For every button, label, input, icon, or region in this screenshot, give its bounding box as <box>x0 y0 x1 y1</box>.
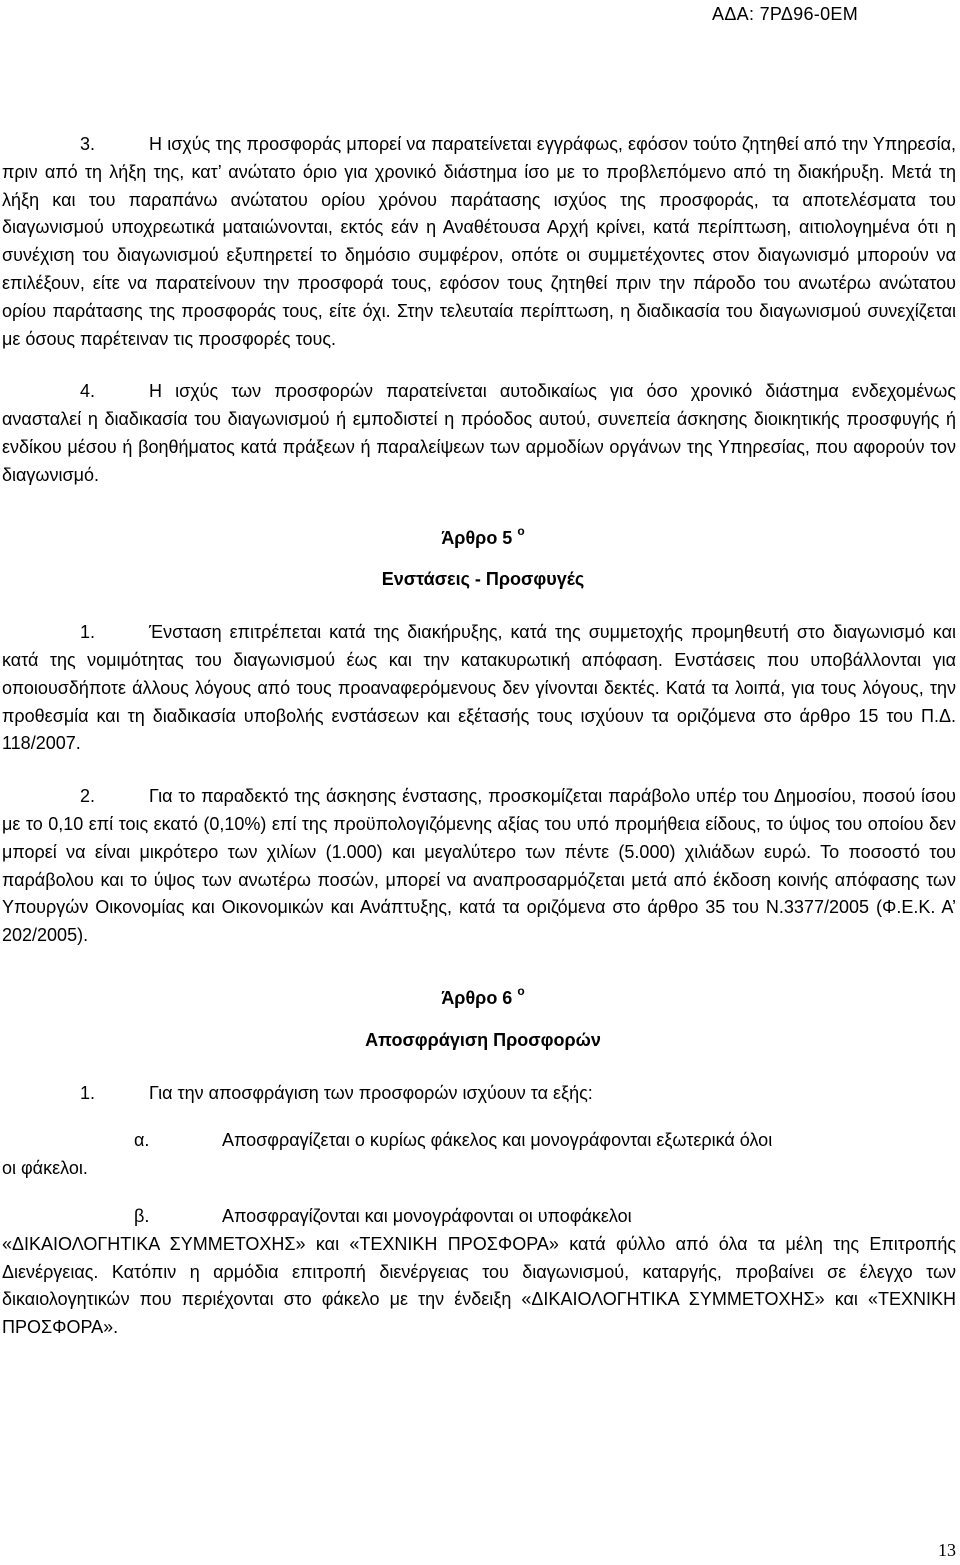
article-6-paragraph-1 <box>2 1080 956 1108</box>
paragraph-text: 1. Ένσταση επιτρέπεται κατά της διακήρυξης, κατά της συμμετοχής προμηθευτή στο διαγωνισμό και κατά της νομιμότητας του διαγωνισμού έως και την κατακυρωτική απόφαση. Ενστάσεις που υποβάλλονται για οποιουσδήποτε άλλους λόγους από τους προαναφερόμενους δεν γίνονται δεκτές. Κατά τα λοιπά, για τους λόγους, την προθεσμία και τη διαδικασία υποβολής ενστάσεων και εξέτασής τους ισχύουν τα οριζόμενα στο άρθρο 15 του Π.Δ. 118/2007. <box>2 622 956 754</box>
paragraph-3 <box>2 131 956 353</box>
page-number: 13 <box>938 1540 956 1560</box>
ada-code: ΑΔΑ: 7ΡΔ96-0ΕΜ <box>712 4 858 24</box>
subitem-label: β. <box>134 1205 150 1226</box>
article-6-title: Άρθρο 6 $^o$ <box>441 983 525 1008</box>
subitem-b <box>2 1203 956 1342</box>
paragraph-text: 2. Για το παραδεκτό της άσκησης ένστασης, προσκομίζεται παράβολο υπέρ του Δημοσίου, ποσού ίσου με το 0,10 επί τοις εκατό (0,10%) επί της προϋπολογιζόμενης αξίας του υπό προμήθεια είδους, το ύψος του οποίου δεν μπορεί να είναι μικρότερο των χιλίων (1.000) και μεγαλύτερο των πέντε (5.000) χιλιάδων ευρώ. Το ποσοστό του παράβολου και το ύψος των ανωτέρω ποσών, μπορεί να αναπροσαρμόζεται μετά από έκδοση κοινής απόφασης των Υπουργών Οικονομίας και Οικονομικών και Ανάπτυξης, κατά τα οριζόμενα στο άρθρο 35 του Ν.3377/2005 (Φ.Ε.Κ. Α’ 202/2005). <box>2 786 956 946</box>
subitem-text: Αποσφραγίζεται ο κυρίως φάκελος και μονογράφονται εξωτερικά όλοι <box>222 1130 773 1151</box>
article-5-title: Άρθρο 5 $^o$ <box>441 523 525 548</box>
ordinal-sup: ο <box>517 983 525 998</box>
article-5-paragraph-2 <box>2 783 956 950</box>
subitem-a <box>2 1127 956 1183</box>
subitem-continuation: οι φάκελοι. <box>2 1158 88 1179</box>
paragraph-4 <box>2 378 956 489</box>
subitem-text: Αποσφραγίζονται και μονογράφονται οι υποφάκελοι <box>222 1205 632 1226</box>
article-6-subtitle: Αποσφράγιση Προσφορών <box>365 1029 601 1050</box>
subitem-continuation: «ΔΙΚΑΙΟΛΟΓΗΤΙΚΑ ΣΥΜΜΕΤΟΧΗΣ» και «ΤΕΧΝΙΚΗ ΠΡΟΣΦΟΡΑ» κατά φύλλο από όλα τα μέλη της Επιτροπής Διενέργειας. Κατόπιν η αρμόδια επιτροπή διενέργειας του διαγωνισμού, καταργής, προβαίνει σε έλεγχο των δικαιολογητικών που περιέχονται στο φάκελο με την ένδειξη «ΔΙΚΑΙΟΛΟΓΗΤΙΚΑ ΣΥΜΜΕΤΟΧΗΣ» και «ΤΕΧΝΙΚΗ ΠΡΟΣΦΟΡΑ». <box>2 1233 956 1338</box>
document-body <box>2 131 956 1342</box>
article-5-paragraph-1 <box>2 619 956 758</box>
subitem-label: α. <box>134 1130 150 1151</box>
article-5-subtitle: Ενστάσεις - Προσφυγές <box>381 569 585 590</box>
paragraph-text: 1. Για την αποσφράγιση των προσφορών ισχύουν τα εξής: <box>80 1082 593 1103</box>
paragraph-text: 3. Η ισχύς της προσφοράς μπορεί να παρατείνεται εγγράφως, εφόσον τούτο ζητηθεί από την Υπηρεσία, πριν από τη λήξη της, κατ’ ανώτατο όριο για χρονικό διάστημα ίσο με το προβλεπόμενο από τη διακήρυξη. Μετά τη λήξη και του παραπάνω ανώτατου ορίου χρόνου παράτασης ισχύος της προσφοράς, τα αποτελέσματα του διαγωνισμού υποχρεωτικά ματαιώνονται, εκτός εάν η Αναθέτουσα Αρχή κρίνει, κατά περίπτωση, αιτιολογημένα ότι η συνέχιση του διαγωνισμού εξυπηρετεί το δημόσιο συμφέρον, οπότε οι συμμετέχοντες στον διαγωνισμό μπορούν να επιλέξουν, είτε να παρατείνουν την προσφορά τους, εφόσον τους ζητηθεί πριν την πάροδο του ανωτέρω ανώτατου ορίου παράτασης της προσφοράς τους, είτε όχι. Στην τελευταία περίπτωση, η διαδικασία του διαγωνισμού συνεχίζεται με όσους παρέτειναν τις προσφορές τους. <box>2 134 956 349</box>
ordinal-sup: ο <box>517 523 525 538</box>
paragraph-text: 4. Η ισχύς των προσφορών παρατείνεται αυτοδικαίως για όσο χρονικό διάστημα ενδεχομένως ανασταλεί η διαδικασία του διαγωνισμού ή εμποδιστεί η πρόοδος αυτού, συνεπεία άσκησης διοικητικής προσφυγής ή ενδίκου μέσου ή βοηθήματος κατά πράξεων ή παραλείψεων των αρμοδίων οργάνων της Υπηρεσίας, που αφορούν τον διαγωνισμό. <box>2 381 956 485</box>
